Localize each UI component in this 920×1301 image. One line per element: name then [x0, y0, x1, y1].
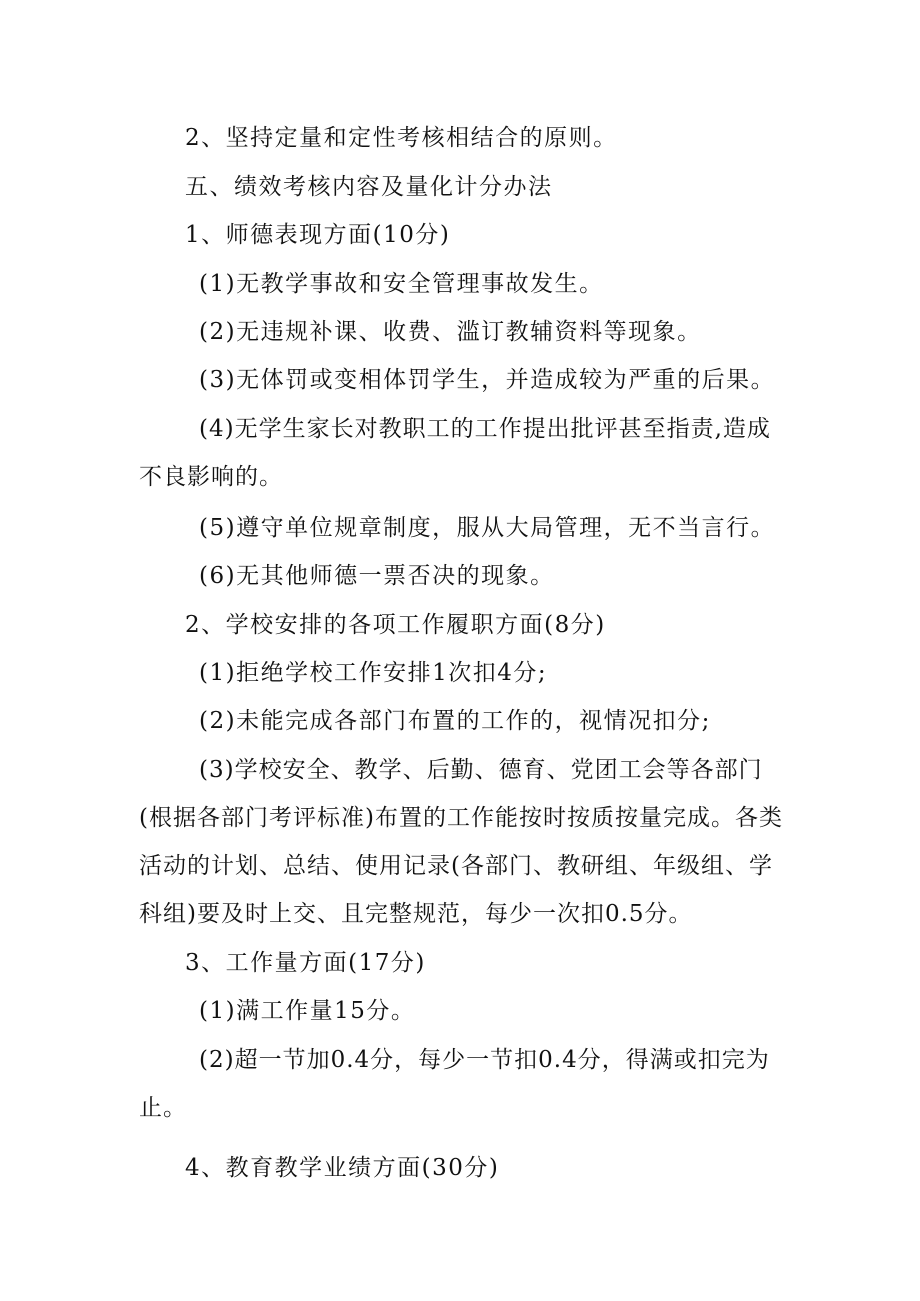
- item-1-6: (6)无其他师德一票否决的现象。: [199, 563, 555, 589]
- item-2-2: (2)未能完成各部门布置的工作的，视情况扣分;: [199, 708, 711, 734]
- item-1-heading: 1、师德表现方面(10分): [185, 222, 451, 248]
- item-2-3: (3)学校安全、教学、后勤、德育、党团工会等各部门(根据各部门考评标准)布置的工作能按时按质按量完成。各类活动的计划、总结、使用记录(各部门、教研组、年级组、学科组)要及时上交、且完整规范，每少一次扣0.5分。: [139, 757, 783, 927]
- item-1-5: (5)遵守单位规章制度，服从大局管理，无不当言行。: [199, 515, 776, 541]
- item-4-heading: 4、教育教学业绩方面(30分): [185, 1155, 500, 1181]
- item-3-heading: 3、工作量方面(17分): [185, 950, 426, 976]
- item-1-1: (1)无教学事故和安全管理事故发生。: [199, 271, 604, 297]
- item-3-2: (2)超一节加0.4分，每少一节扣0.4分，得满或扣完为止。: [139, 1047, 770, 1121]
- principle-2: 2、坚持定量和定性考核相结合的原则。: [185, 125, 618, 151]
- item-2-1: (1)拒绝学校工作安排1次扣4分;: [199, 660, 548, 686]
- item-2-heading: 2、学校安排的各项工作履职方面(8分): [185, 612, 606, 638]
- item-1-2: (2)无违规补课、收费、滥订教辅资料等现象。: [199, 319, 702, 345]
- section-five-heading: 五、绩效考核内容及量化计分办法: [185, 174, 553, 200]
- item-1-4: (4)无学生家长对教职工的工作提出批评甚至指责,造成不良影响的。: [139, 416, 771, 490]
- item-3-1: (1)满工作量15分。: [199, 998, 416, 1024]
- item-1-3: (3)无体罚或变相体罚学生，并造成较为严重的后果。: [199, 367, 776, 393]
